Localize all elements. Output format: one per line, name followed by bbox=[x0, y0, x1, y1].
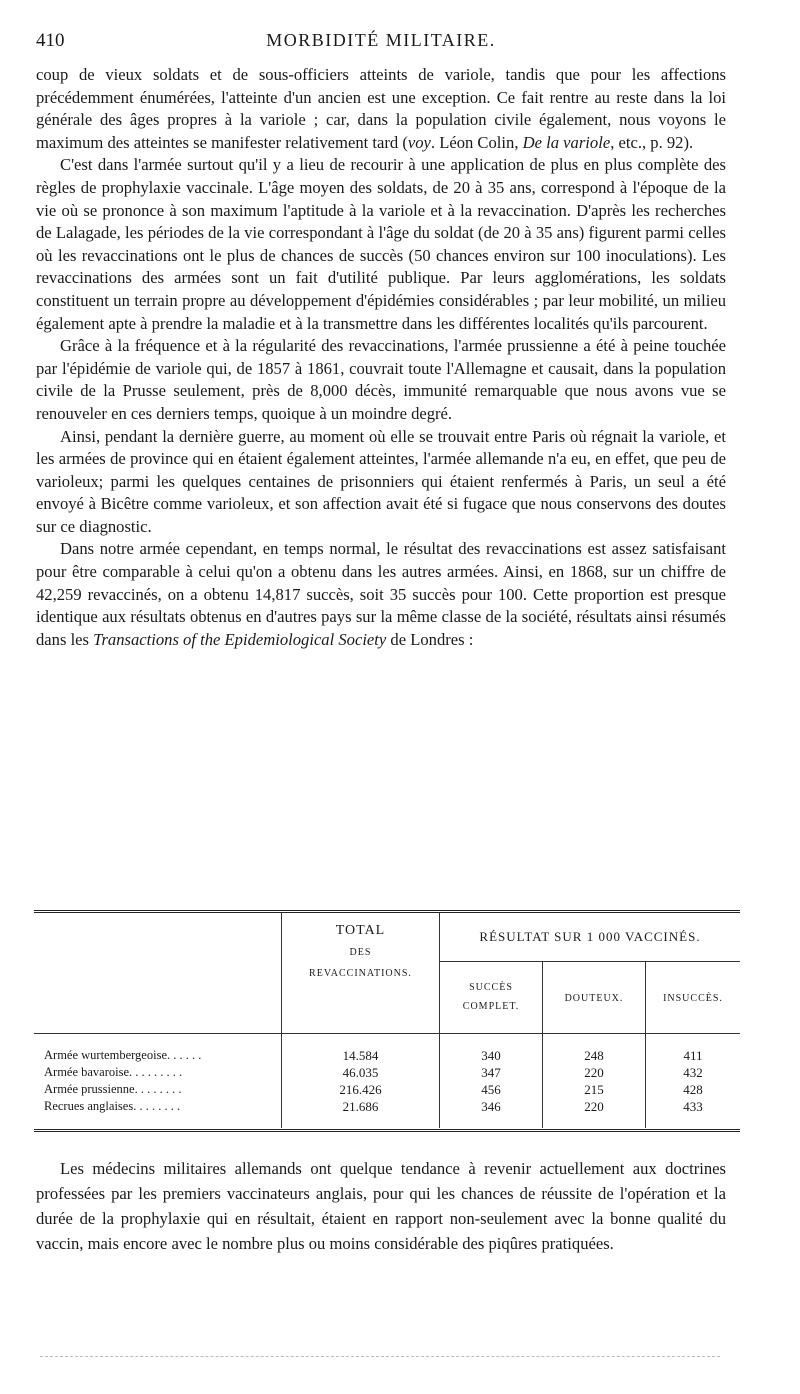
paragraph-6: Les médecins militaires allemands ont quelque tendance à revenir actuellement aux doctrines professées par les premiers vaccinateurs anglais, pour qui les chances de réussite de l'opération et la durée de la prophylaxie qui en résultait, étaient en rapport non-seulement avec la bonne qualité du vaccin, mais encore avec le nombre plus ou moins considérable des piqûres pratiquées. bbox=[36, 1159, 726, 1253]
page-number: 410 bbox=[36, 30, 65, 51]
body-text bbox=[36, 64, 726, 651]
paragraph-1: coup de vieux soldats et de sous-officiers atteints de variole, tandis que pour les affections précédemment énumérées, l'atteinte d'un ancien est une exception. Ce fait rentre au reste dans la loi générale des âges propres à la variole ; car, dans la population civile également, nous voyons le maximum des atteintes se manifester relativement tard (voy. Léon Colin, De la variole, etc., p. 92). bbox=[36, 65, 726, 152]
table-row: Armée bavaroise. . . . . . . . . 46.035 347 220 432 bbox=[34, 1064, 740, 1081]
paragraph-2: C'est dans l'armée surtout qu'il y a lieu de recourir à une application de plus en plus complète des règles de prophylaxie vaccinale. L'âge moyen des soldats, de 20 à 35 ans, correspond à l'époque de la vie où se prononce à son maximum l'aptitude à la variole et à la revaccination. D'après les recherches de Lalagade, les périodes de la vie correspondant à l'âge du soldat (de 20 à 35 ans) figurent parmi celles où les revaccinations ont le plus de chances de succès (50 chances environ sur 100 inoculations). Les revaccinations des armées sont un fait d'utilité publique. Par leurs agglomérations, les soldats constituent un terrain propre au développement d'épidémies considérables ; par leur mobilité, un milieu également apte à prendre la maladie et à la transmettre dans les différentes localités qu'ils parcourent. bbox=[36, 155, 726, 333]
total-column-header: TOTAL DES REVACCINATIONS. bbox=[282, 913, 440, 1033]
table-row: Armée wurtembergeoise. . . . . . 14.584 340 248 411 bbox=[34, 1033, 740, 1064]
success-column-header: SUCCÈS COMPLET. bbox=[440, 961, 543, 1033]
vaccination-stats-table bbox=[34, 913, 740, 1128]
page-header bbox=[36, 30, 726, 56]
vaccination-table bbox=[34, 910, 740, 1132]
paragraph-4: Ainsi, pendant la dernière guerre, au moment où elle se trouvait entre Paris où régnait la variole, et les armées de province qui en étaient également atteintes, l'armée allemande n'a eu, en effet, que peu de varioleux; parmi les quelques centaines de prisonniers qui étaient renfermés à Paris, un seul a été envoyé à Bicêtre comme varioleux, et son affection avait été si fugace que nous conservons des doutes sur ce diagnostic. bbox=[36, 426, 726, 536]
paragraph-5: Dans notre armée cependant, en temps normal, le résultat des revaccinations est assez satisfaisant pour être comparable à celui qu'on a obtenu dans les autres armées. Ainsi, en 1868, sur un chiffre de 42,259 revaccinés, on a obtenu 14,817 succès, soit 35 succès pour 100. Cette proportion est presque identique aux résultats obtenus en d'autres pays sur la même classe de la société, résultats ainsi résumés dans les Transactions of the Epidemiological Society de Londres : bbox=[36, 539, 726, 649]
doubtful-column-header: DOUTEUX. bbox=[543, 961, 646, 1033]
failure-column-header: INSUCCÈS. bbox=[646, 961, 741, 1033]
label-column-header bbox=[34, 913, 282, 1033]
footer-rule bbox=[40, 1356, 720, 1357]
result-group-header: RÉSULTAT SUR 1 000 VACCINÉS. bbox=[440, 913, 741, 961]
closing-text bbox=[36, 1156, 726, 1256]
table-row: Armée prussienne. . . . . . . . 216.426 456 215 428 bbox=[34, 1081, 740, 1098]
paragraph-3: Grâce à la fréquence et à la régularité des revaccinations, l'armée prussienne a été à peine touchée par l'épidémie de variole qui, de 1857 à 1861, couvrait toute l'Allemagne et causait, dans la population civile de la Prusse seulement, près de 8,000 décès, immunité remarquable que nous avons vue se renouveler en ces derniers temps, quoique à un moindre degré. bbox=[36, 336, 726, 423]
table-row: Recrues anglaises. . . . . . . . 21.686 346 220 433 bbox=[34, 1098, 740, 1128]
running-title: MORBIDITÉ MILITAIRE. bbox=[266, 30, 496, 50]
